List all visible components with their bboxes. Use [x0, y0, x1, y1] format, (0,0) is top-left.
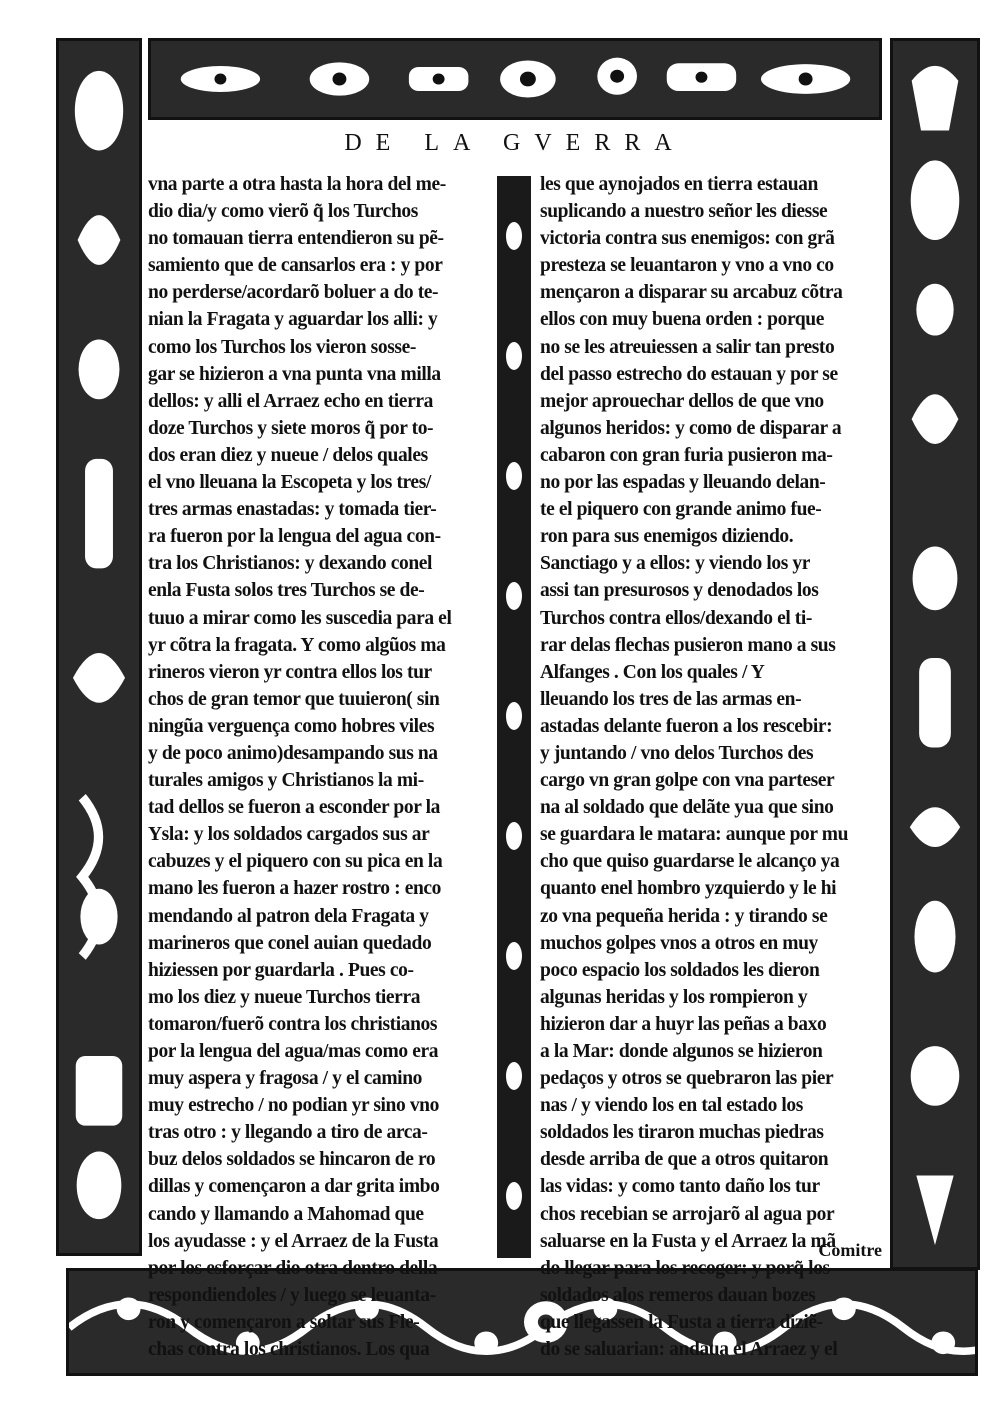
text-line: dellos: y alli el Arraez echo en tierra [148, 390, 433, 412]
text-line: ningũa verguença como hobres viles [148, 715, 435, 737]
text-line: muy estrecho / no podian yr sino vno [148, 1095, 439, 1117]
text-line: por los esforçar dio otra dentro della [148, 1257, 438, 1279]
text-line: te el piquero con grande animo fue- [540, 499, 822, 521]
text-line: buz delos soldados se hincaron de ro [148, 1149, 436, 1171]
text-line: les que aynojados en tierra estauan [540, 174, 818, 195]
text-line: algunas heridas y los rompieron y [540, 986, 808, 1008]
text-column-right [540, 171, 882, 1363]
text-line: cabuzes y el piquero con su pica en la [148, 851, 443, 873]
text-line: presteza se leuantaron y vno a vno co [540, 255, 834, 277]
text-line: dos eran diez y nueue / delos quales [148, 444, 428, 466]
text-line: victoria contra sus enemigos: con grã [540, 228, 835, 250]
text-line: chos de gran temor que tuuieron( sin [148, 688, 440, 710]
text-line: ron y començaron a soltar sus Fle- [148, 1311, 420, 1333]
text-line: ron para sus enemigos diziendo. [540, 526, 794, 548]
text-line: cho que quiso guardarse le alcanço ya [540, 851, 840, 873]
page-heading: DE LA GVERRA [344, 130, 686, 156]
text-line: Turchos contra ellos/dexando el ti- [540, 607, 813, 629]
text-line: tuuo a mirar como les suscedia para el [148, 607, 452, 629]
text-line: no se les atreuiessen a salir tan presto [540, 336, 835, 358]
text-line: respondiendoles / y luego se leuanta- [148, 1284, 436, 1306]
text-line: Sanctiago y a ellos: y viendo los yr [540, 553, 810, 575]
text-line: no perderse/acordarõ boluer a do te- [148, 282, 439, 304]
text-line: enla Fusta solos tres Turchos se de- [148, 580, 425, 602]
text-line: gar se hizieron a vna punta vna milla [148, 363, 441, 385]
text-line: cabaron con gran furia pusieron ma- [540, 444, 833, 466]
text-line: hiziessen por guardarla . Pues co- [148, 959, 414, 981]
text-line: do se saluarian: andaua el Arraez y el [540, 1339, 838, 1361]
text-line: mendando al patron dela Fragata y [148, 905, 429, 927]
text-line: hizieron dar a huyr las peñas a baxo [540, 1013, 827, 1035]
text-line: por la lengua del agua/mas como era [148, 1041, 439, 1062]
text-line: y juntando / vno delos Turchos des [540, 742, 814, 764]
text-line: muy aspera y fragosa / y el camino [148, 1068, 422, 1090]
text-line: las vidas: y como tanto daño los tur [540, 1176, 820, 1198]
text-line: poco espacio los soldados les dieron [540, 959, 820, 981]
text-line: rineros vieron yr contra ellos los tur [148, 661, 432, 683]
text-line: yr cõtra la fragata. Y como algũos ma [148, 634, 446, 656]
text-line: y de poco animo)desampando sus na [148, 742, 438, 764]
left-ornamental-border [56, 38, 142, 1256]
text-line: astadas delante fueron a los rescebir: [540, 715, 833, 737]
text-line: chos recebian se arrojarõ al agua por [540, 1203, 835, 1225]
text-line: tres armas enastadas: y tomada tier- [148, 499, 437, 521]
text-line: marineros que conel auian quedado [148, 932, 432, 954]
text-line: chas contra los christianos. Los qua [148, 1339, 430, 1361]
text-line: tra los Christianos: y dexando conel [148, 553, 433, 575]
text-line: lleuando los tres de las armas en- [540, 688, 802, 710]
text-line: tomaron/fuerõ contra los christianos [148, 1013, 438, 1035]
text-line: desde arriba de que a otros quitaron [540, 1149, 829, 1171]
text-line: mençaron a disparar su arcabuz cõtra [540, 282, 843, 304]
text-line: saluarse en la Fusta y el Arraez la mã [540, 1230, 836, 1252]
text-line: los ayudasse : y el Arraez de la Fusta [148, 1230, 439, 1252]
text-line: nian la Fragata y aguardar los alli: y [148, 309, 438, 331]
center-ornament-divider [497, 176, 531, 1258]
text-line: samiento que de cansarlos era : y por [148, 255, 443, 277]
text-line: quanto enel hombro yzquierdo y le hi [540, 878, 837, 900]
text-line: a la Mar: donde algunos se hizieron [540, 1041, 823, 1062]
text-line: cando y llamando a Mahomad que [148, 1203, 424, 1225]
text-line: como los Turchos los vieron sosse- [148, 336, 416, 358]
text-line: algunos heridos: y como de disparar a [540, 417, 842, 439]
text-line: ra fueron por la lengua del agua con- [148, 526, 441, 548]
text-line: tras otro : y llegando a tiro de arca- [148, 1122, 428, 1144]
text-line: mejor aprouechar dellos de que vno [540, 390, 824, 412]
text-line: no tomauan tierra entendieron su pẽ- [148, 228, 444, 250]
text-line: suplicando a nuestro señor les diesse [540, 201, 828, 223]
top-ornamental-border [148, 38, 882, 120]
text-line: nas / y viendo los en tal estado los [540, 1095, 803, 1117]
text-line: pedaços y otros se quebraron las pier [540, 1068, 834, 1090]
text-line: cargo vn gran golpe con vna parteser [540, 770, 835, 792]
text-line: se guardara le matara: aunque por mu [540, 824, 849, 846]
text-line: Alfanges . Con los quales / Y [540, 661, 765, 683]
text-line: dio dia/y como vierõ q̃ los Turchos [148, 201, 418, 223]
text-line: que llegassen la Fusta a tierra diziẽ- [540, 1311, 823, 1333]
text-line: Ysla: y los soldados cargados sus ar [148, 824, 430, 846]
right-ornamental-border [890, 38, 980, 1270]
text-line: turales amigos y Christianos la mi- [148, 770, 424, 792]
text-line: mo los diez y nueue Turchos tierra [148, 986, 421, 1008]
text-line: dillas y començaron a dar grita imbo [148, 1176, 440, 1198]
text-line: rar delas flechas pusieron mano a sus [540, 634, 836, 656]
text-line: zo vna pequeña herida : y tirando se [540, 905, 828, 927]
text-line: muchos golpes vnos a otros en muy [540, 932, 818, 954]
text-line: do llegar para los recoger: y porq̃ los [540, 1257, 830, 1279]
text-line: ellos con muy buena orden : porque [540, 309, 824, 331]
text-line: mano les fueron a hazer rostro : enco [148, 878, 442, 900]
text-line: soldados alos remeros dauan bozes [540, 1284, 816, 1306]
text-column-left [148, 171, 493, 1363]
text-line: del passo estrecho do estauan y por se [540, 363, 838, 385]
catchword: Comitre [818, 1240, 882, 1260]
text-line: soldados les tiraron muchas piedras [540, 1122, 824, 1144]
text-line: vna parte a otra hasta la hora del me- [148, 174, 446, 195]
text-line: el vno lleuana la Escopeta y los tres/ [148, 472, 431, 494]
text-line: na al soldado que delãte yua que sino [540, 797, 834, 819]
text-line: assi tan presurosos y denodados los [540, 580, 819, 602]
text-line: tad dellos se fueron a esconder por la [148, 797, 440, 819]
text-line: doze Turchos y siete moros q̃ por to- [148, 417, 434, 439]
text-line: no por las espadas y lleuando delan- [540, 472, 826, 494]
